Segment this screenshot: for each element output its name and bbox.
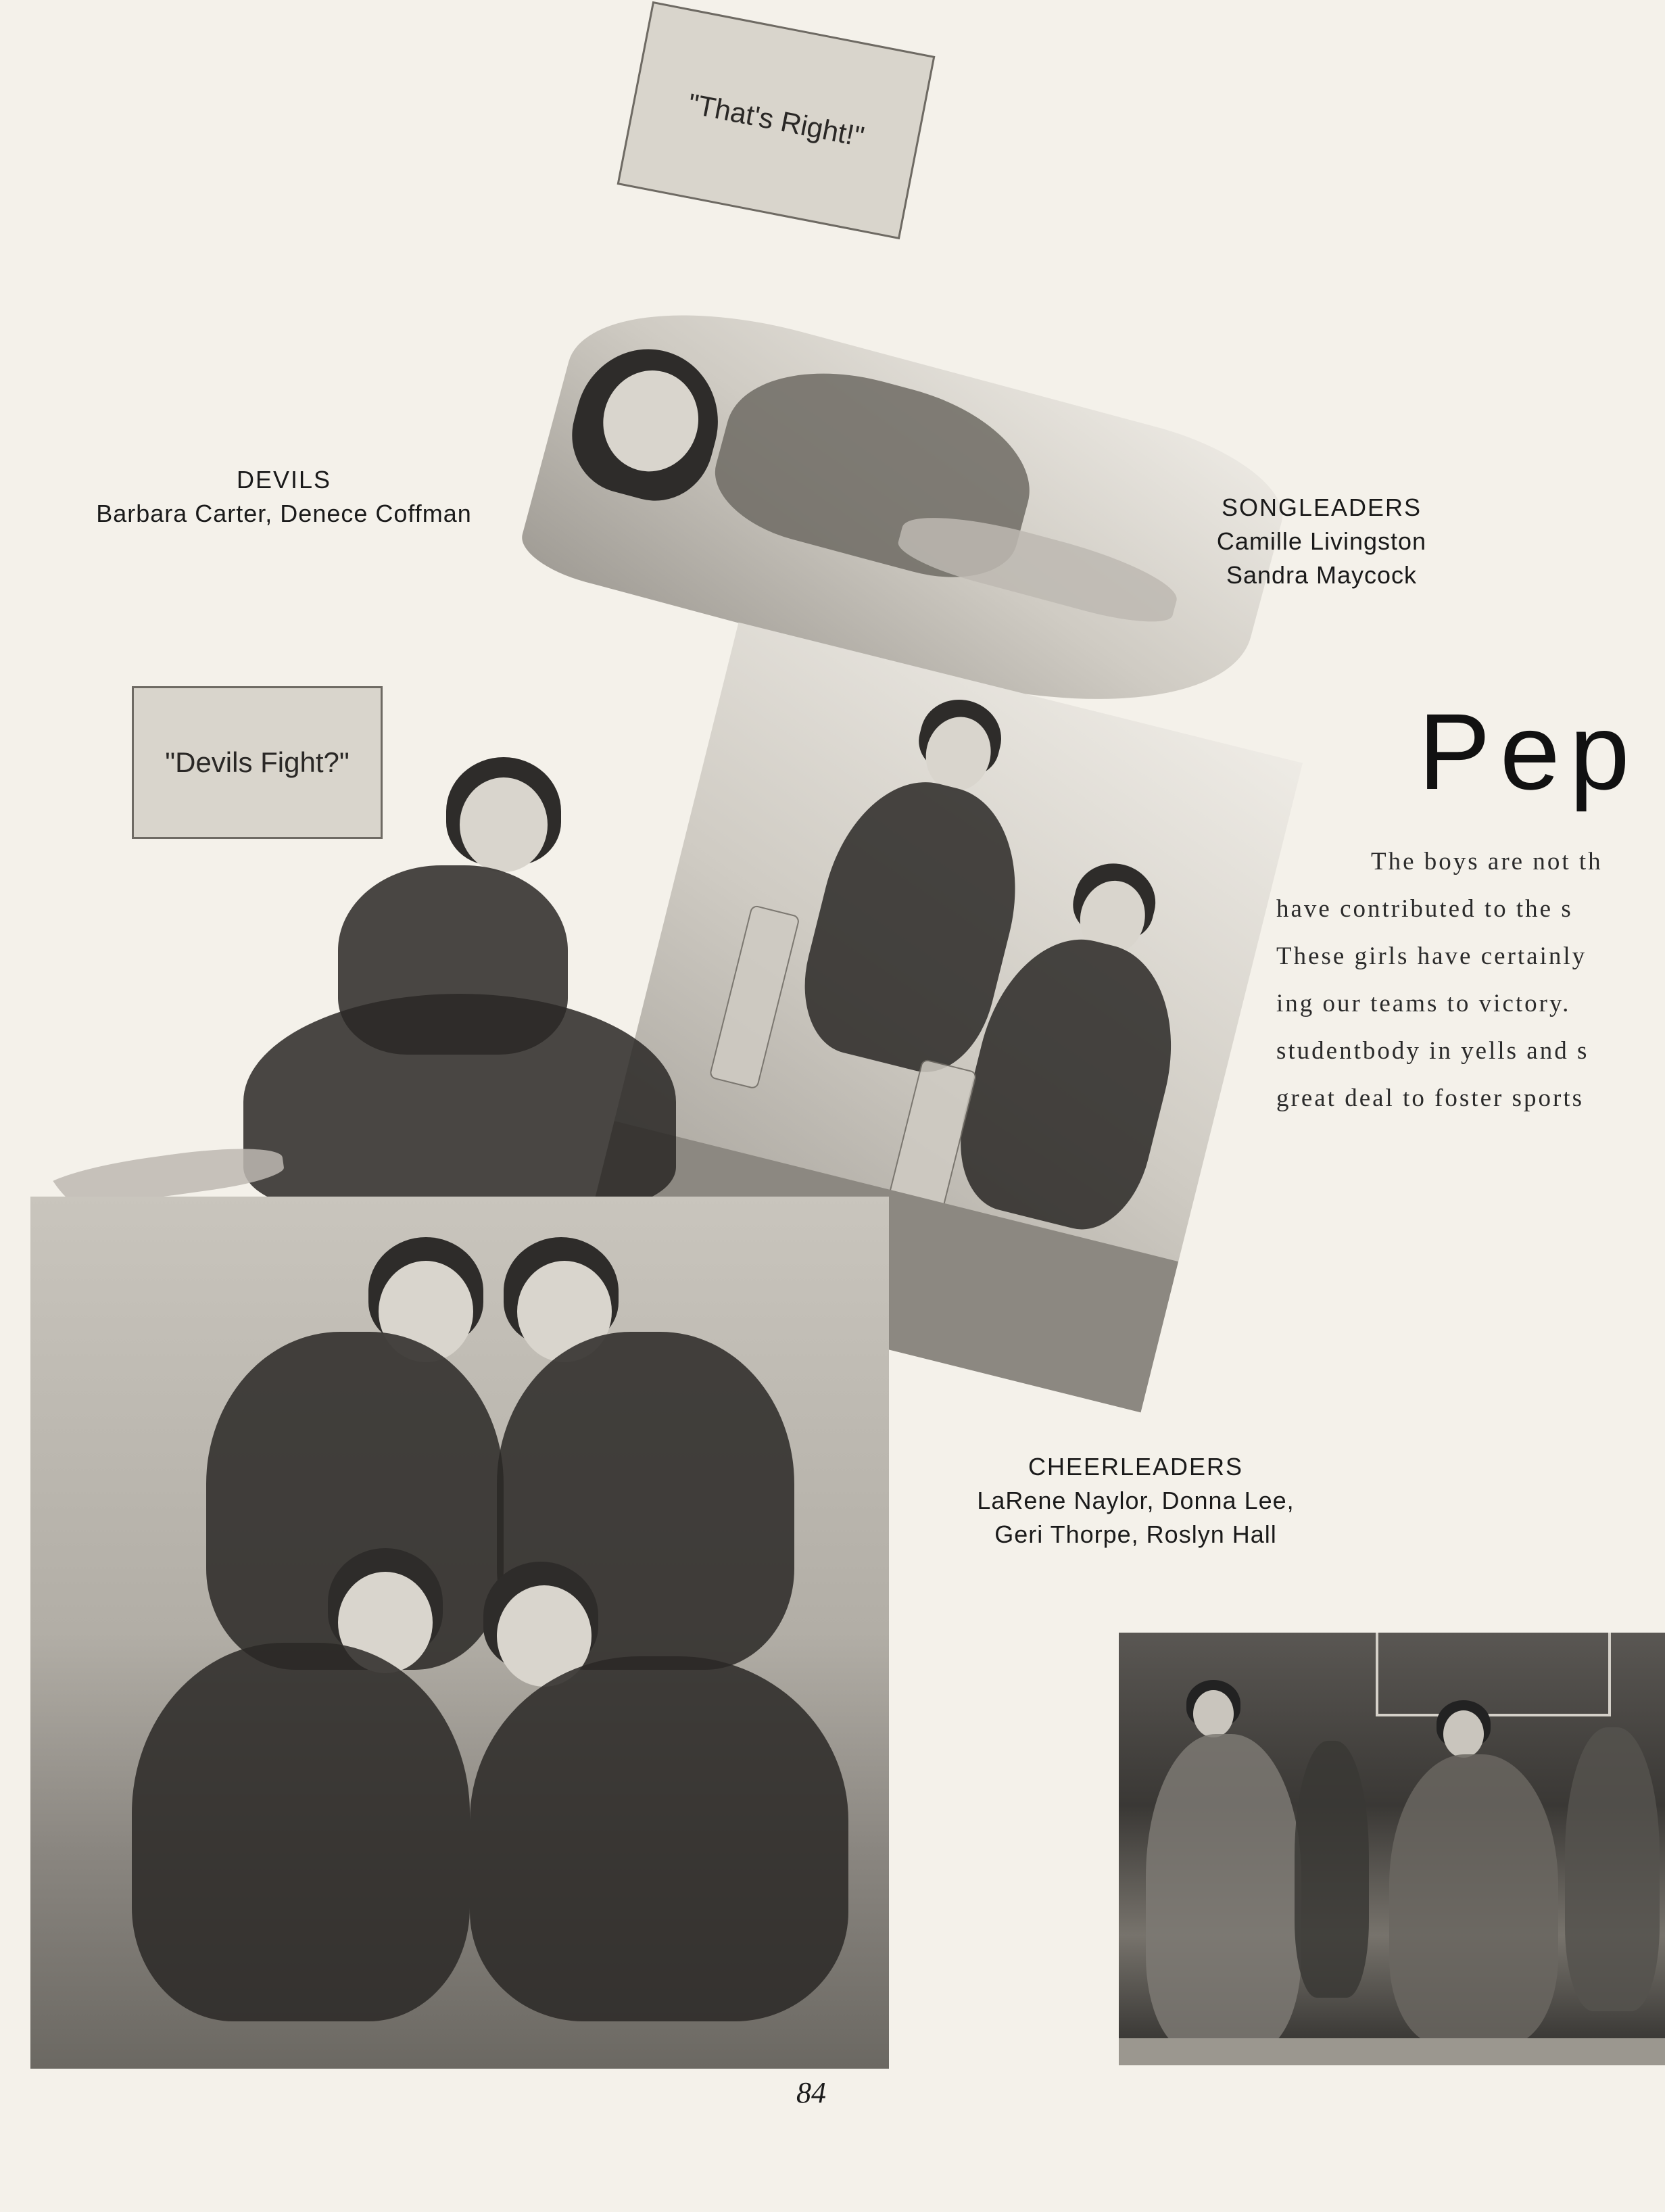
photo-pep-rally-gym (1119, 1633, 1665, 2065)
caption-cheerleaders-names-2: Geri Thorpe, Roslyn Hall (994, 1520, 1277, 1548)
caption-songleaders-heading: SONGLEADERS (1221, 494, 1422, 521)
article-line-3: These girls have certainly (1276, 942, 1587, 970)
caption-devils (54, 463, 514, 531)
page-number: 84 (796, 2076, 826, 2109)
article-line-1: The boys are not th (1371, 848, 1603, 875)
article-line-5: studentbody in yells and s (1276, 1037, 1589, 1065)
caption-songleaders-name-1: Camille Livingston (1216, 527, 1427, 555)
caption-songleaders-name-2: Sandra Maycock (1226, 561, 1418, 589)
sign-devils-fight-text: "Devils Fight?" (165, 746, 349, 778)
caption-cheerleaders-names-1: LaRene Naylor, Donna Lee, (977, 1487, 1295, 1514)
article-body (1276, 838, 1665, 1122)
article-title: Pep (1418, 691, 1639, 812)
article-line-2: have contributed to the s (1276, 895, 1573, 923)
caption-devils-names: Barbara Carter, Denece Coffman (96, 500, 472, 527)
caption-cheerleaders-heading: CHEERLEADERS (1028, 1453, 1244, 1481)
caption-devils-heading: DEVILS (236, 466, 332, 494)
sign-thats-right-text: "That's Right!" (685, 87, 867, 153)
caption-songleaders (1176, 491, 1467, 592)
photo-cheerleaders (30, 1197, 889, 2069)
article-line-4: ing our teams to victory. (1276, 990, 1571, 1017)
article-line-6: great deal to foster sports (1276, 1084, 1584, 1112)
sign-devils-fight (132, 686, 383, 839)
sign-thats-right (617, 1, 936, 239)
caption-cheerleaders (926, 1450, 1345, 1552)
